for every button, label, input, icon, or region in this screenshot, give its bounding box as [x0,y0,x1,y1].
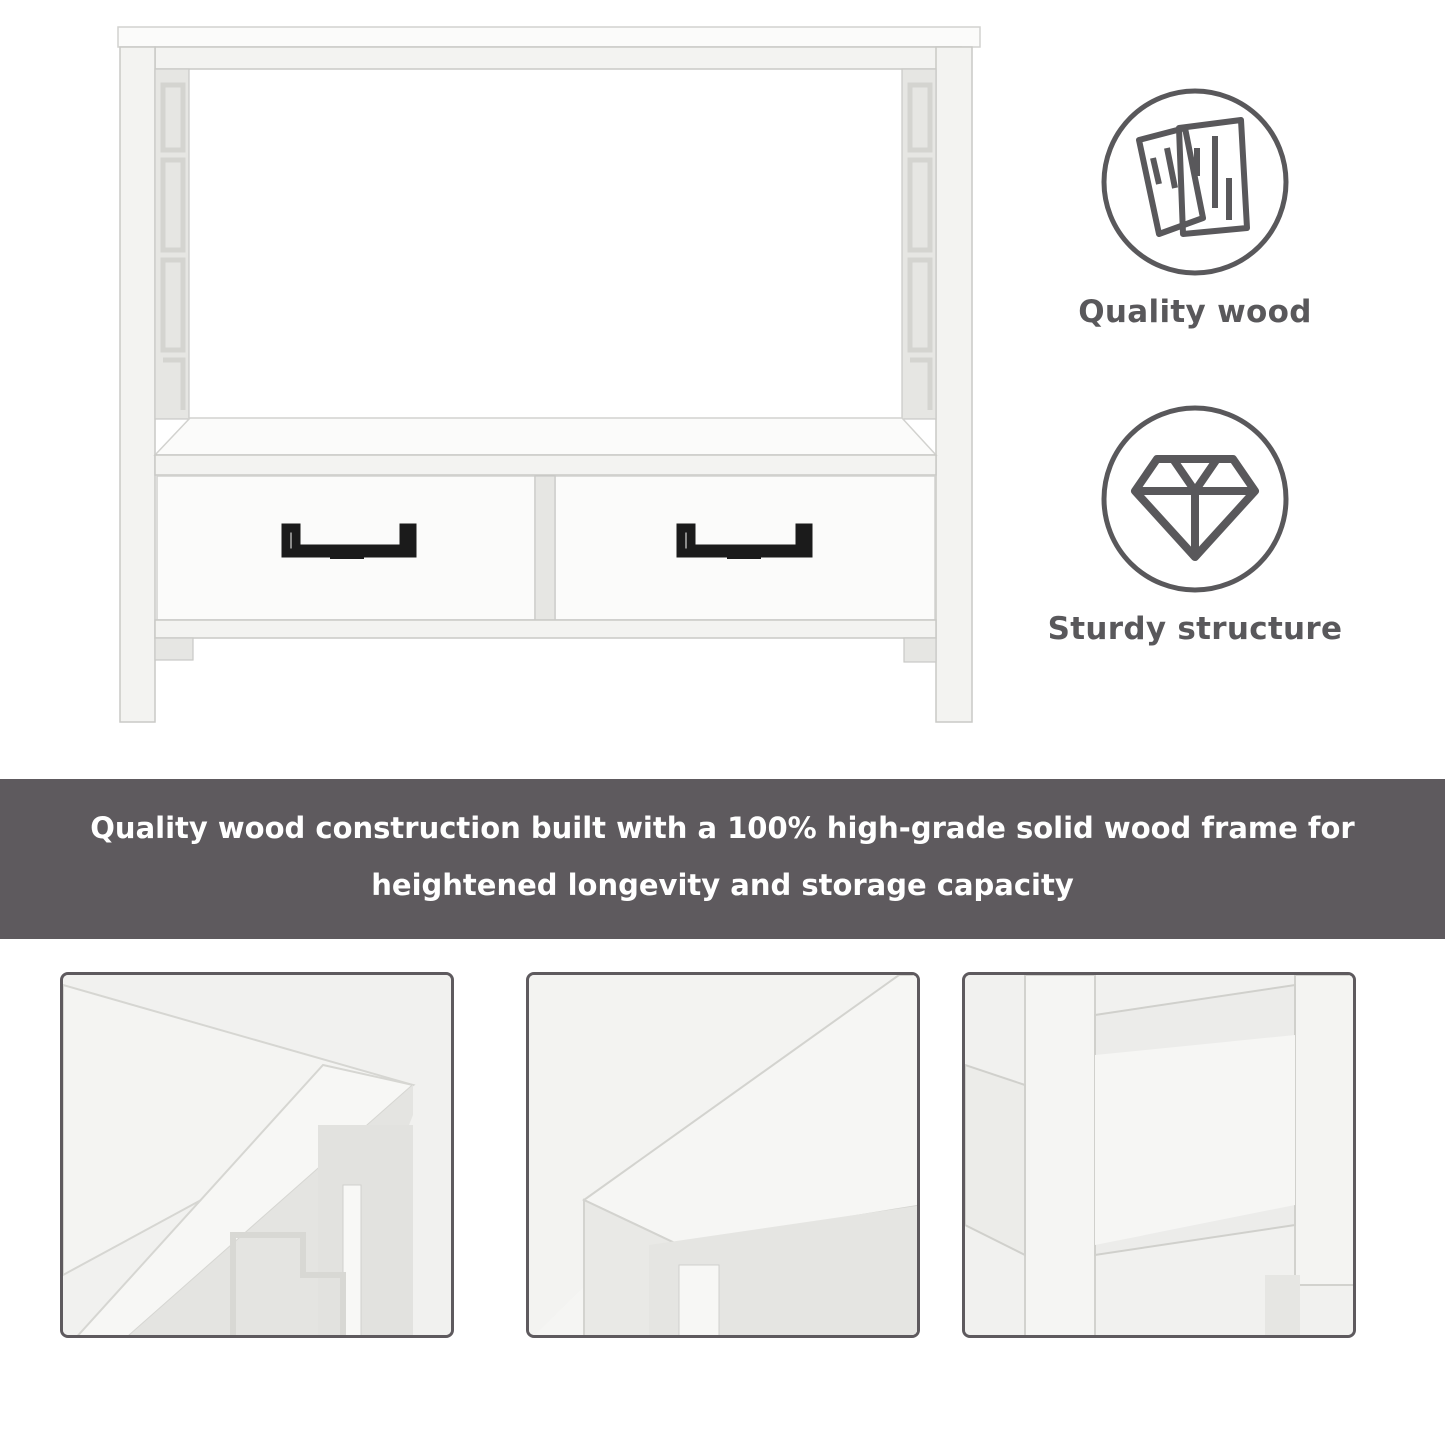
feature-label-sturdy-structure: Sturdy structure [1047,611,1343,647]
tabletop-corner-image [63,975,454,1338]
detail-panel-edge-detail [526,972,920,1338]
banner-line-1: Quality wood construction built with a 100% high-grade solid wood frame for [90,811,1355,845]
feature-quality-wood [1040,88,1350,330]
detail-panel-tabletop-corner [60,972,454,1338]
banner-line-2: heightened longevity and storage capacity [371,868,1074,902]
table-top [118,27,980,47]
console-table-image [0,0,1000,740]
wood-planks-icon [1101,88,1289,276]
left-front-leg [120,47,155,722]
right-front-leg [936,47,972,722]
detail-panel-drawer-side [962,972,1356,1338]
diamond-icon [1101,405,1289,593]
description-banner [0,779,1445,939]
feature-label-quality-wood: Quality wood [1078,294,1312,330]
bottom-shelf [155,418,936,455]
drawer-side-image [965,975,1356,1338]
feature-sturdy-structure [1040,405,1350,647]
edge-detail-image [529,975,920,1338]
